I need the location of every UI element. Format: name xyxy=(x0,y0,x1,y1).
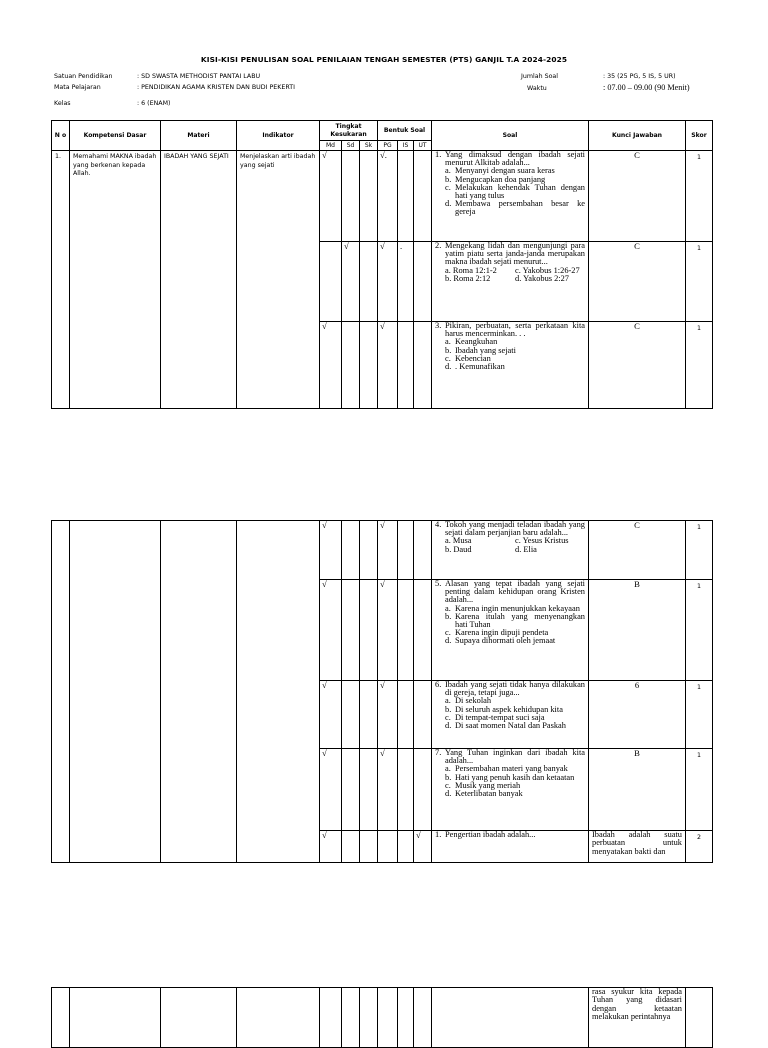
option-d: Keterlibatan banyak xyxy=(455,789,523,799)
option-d: Elia xyxy=(523,544,537,554)
check-pg: √ xyxy=(378,681,398,749)
kelas-label: Kelas xyxy=(54,100,71,107)
header-soal: Soal xyxy=(432,121,589,151)
question-3: 3. Pikiran, perbuatan, serta perkataan kita harus mencerminkan. . . a. Keangkuhan b. Ibadah yang sejati c. Kebencian d. . Kemunafikan xyxy=(432,322,589,409)
question-number: 1. xyxy=(435,150,442,159)
option-c: Kebencian xyxy=(455,353,491,363)
header-materi: Materi xyxy=(161,121,237,151)
question-4: 4. Tokoh yang menjadi teladan ibadah yang sejati dalam perjanjian baru adalah... a. Musa c. Yesus Kristus b. Daud d. Elia xyxy=(432,521,589,580)
header-tingkat: Tingkat Kesukaran xyxy=(320,121,378,141)
kisi-table-page-2 xyxy=(51,520,713,863)
option-b: Mengucapkan doa panjang xyxy=(455,174,546,184)
answer-key-continued: rasa syukur kita kepada Tuhan yang didasari dengan ketaatan melakukan perintahnya xyxy=(589,988,686,1048)
check-pg: √ xyxy=(378,322,398,409)
check-sd xyxy=(342,749,360,831)
option-b: Hati yang penuh kasih dan ketaatan xyxy=(455,772,575,782)
check-md: √ xyxy=(320,580,342,681)
check-md: √ xyxy=(320,681,342,749)
question-number: 3. xyxy=(435,321,442,330)
option-c: Musik yang meriah xyxy=(455,780,521,790)
check-is xyxy=(398,831,414,863)
indikator: Menjelaskan arti ibadah yang sejati xyxy=(237,151,320,409)
check-is xyxy=(398,749,414,831)
check-pg xyxy=(378,831,398,863)
check-md: √ xyxy=(320,322,342,409)
check-pg: √ xyxy=(378,242,398,322)
question-text: Pikiran, perbuatan, serta perkataan kita harus mencerminkan. . . xyxy=(445,321,585,339)
jumlah-label: Jumlah Soal xyxy=(521,73,559,80)
header-sk: Sk xyxy=(360,141,378,151)
document-title: KISI-KISI PENULISAN SOAL PENILAIAN TENGAH SEMESTER (PTS) GANJIL T.A 2024-2025 xyxy=(200,55,568,64)
option-d: Supaya dihormati oleh jemaat xyxy=(455,636,556,646)
check-md: √ xyxy=(320,749,342,831)
check-sd: √ xyxy=(342,242,360,322)
question-5: 5. Alasan yang tepat ibadah yang sejati penting dalam kehidupan orang Kristen adalah... a. Karena ingin menunjukkan kekayaan b. Karena itulah yang menyenangkan hati Tuhan c. Karena ingin dipuji pendeta d. Supaya dihormati oleh jemaat xyxy=(432,580,589,681)
check-sk xyxy=(360,242,378,322)
header-kompetensi: Kompetensi Dasar xyxy=(70,121,161,151)
check-sk xyxy=(360,322,378,409)
waktu-label: Waktu xyxy=(527,85,547,92)
materi xyxy=(161,521,237,863)
check-md xyxy=(320,242,342,322)
check-sd xyxy=(342,580,360,681)
kisi-table-page-3 xyxy=(51,987,713,1048)
header-kunci: Kunci Jawaban xyxy=(589,121,686,151)
question-number: 2. xyxy=(435,241,442,250)
check-ut xyxy=(414,151,432,242)
table-row xyxy=(52,151,713,242)
option-b: Karena itulah yang menyenangkan hati Tuhan xyxy=(455,611,585,630)
header-bentuk: Bentuk Soal xyxy=(378,121,432,141)
question-number: 1. xyxy=(435,830,442,839)
question-number: 6. xyxy=(435,680,442,689)
question-text: Ibadah yang sejati tidak hanya dilakukan di gereja, tetapi juga... xyxy=(445,680,585,698)
question-text: Tokoh yang menjadi teladan ibadah yang sejati dalam perjanjian baru adalah... xyxy=(445,520,585,538)
question-text: Yang Tuhan inginkan dari ibadah kita adalah... xyxy=(445,748,585,766)
option-a: Keangkuhan xyxy=(455,337,498,347)
option-c: Karena ingin dipuji pendeta xyxy=(455,628,549,638)
option-a: Karena ingin menunjukkan kekayaan xyxy=(455,603,580,613)
score: 2 xyxy=(686,831,713,863)
option-d: . Kemunafikan xyxy=(455,362,505,372)
check-sk xyxy=(360,521,378,580)
header-skor: Skor xyxy=(686,121,713,151)
score: 1 xyxy=(686,322,713,409)
answer-key: C xyxy=(589,242,686,322)
score: 1 xyxy=(686,580,713,681)
check-sk xyxy=(360,580,378,681)
question-text: Yang dimaksud dengan ibadah sejati menurut Alkitab adalah... xyxy=(445,150,585,168)
header-sd: Sd xyxy=(342,141,360,151)
answer-key: C xyxy=(589,151,686,242)
option-c: Yakobus 1:26-27 xyxy=(522,265,580,275)
option-b: Roma 2:12 xyxy=(453,273,491,283)
check-pg: √ xyxy=(378,521,398,580)
header-indikator: Indikator xyxy=(237,121,320,151)
option-c: Melakukan kehendak Tuhan dengan hati yang tulus xyxy=(455,182,585,201)
option-c: Yesus Kristus xyxy=(522,536,569,546)
check-sk xyxy=(360,749,378,831)
answer-key: 6 xyxy=(589,681,686,749)
option-a: Musa xyxy=(452,536,472,546)
score: 1 xyxy=(686,242,713,322)
check-ut xyxy=(414,580,432,681)
option-b: Ibadah yang sejati xyxy=(455,345,516,355)
answer-key: B xyxy=(589,580,686,681)
question-2: 2. Mengekang lidah dan mengunjungi para yatim piatu serta janda-janda merupakan makna ibadah sejati menurut... a. Roma 12:1-2 c. Yakobus 1:26-27 b. Roma 2:12 d. Yakobus 2:27 xyxy=(432,242,589,322)
score: 1 xyxy=(686,151,713,242)
row-number: 1. xyxy=(52,151,70,409)
check-sk xyxy=(360,151,378,242)
check-md: √ xyxy=(320,521,342,580)
check-ut: √ xyxy=(414,831,432,863)
kelas-value: : 6 (ENAM) xyxy=(137,100,171,107)
waktu-value: : 07.00 – 09.00 (90 Menit) xyxy=(603,83,690,92)
check-sk xyxy=(360,681,378,749)
row-number xyxy=(52,521,70,863)
option-c: Di tempat-tempat suci saja xyxy=(455,712,545,722)
question-text: Pengertian ibadah adalah... xyxy=(445,830,536,839)
score: 1 xyxy=(686,749,713,831)
kisi-table-page-1 xyxy=(51,120,713,409)
score: 1 xyxy=(686,681,713,749)
kompetensi-dasar xyxy=(70,521,161,863)
check-pg: √ xyxy=(378,580,398,681)
answer-key: Ibadah adalah suatu perbuatan untuk menyatakan bakti dan xyxy=(589,831,686,863)
check-is xyxy=(398,580,414,681)
check-pg: √. xyxy=(378,151,398,242)
question-7: 7. Yang Tuhan inginkan dari ibadah kita adalah... a. Persembahan materi yang banyak b. Hati yang penuh kasih dan ketaatan c. Musik yang meriah d. Keterlibatan banyak xyxy=(432,749,589,831)
check-is xyxy=(398,151,414,242)
table-row xyxy=(52,988,713,1048)
check-is xyxy=(398,521,414,580)
check-md: √ xyxy=(320,831,342,863)
check-pg: √ xyxy=(378,749,398,831)
option-b: Di seluruh aspek kehidupan kita xyxy=(455,704,563,714)
check-sd xyxy=(342,681,360,749)
question-1: 1. Yang dimaksud dengan ibadah sejati menurut Alkitab adalah... a. Menyanyi dengan suara keras b. Mengucapkan doa panjang c. Melakukan kehendak Tuhan dengan hati yang tulus d. Membawa persembahan besar ke gereja xyxy=(432,151,589,242)
check-sk xyxy=(360,831,378,863)
option-a: Persembahan materi yang banyak xyxy=(455,764,568,774)
question-number: 5. xyxy=(435,579,442,588)
check-sd xyxy=(342,151,360,242)
check-is xyxy=(398,681,414,749)
header-pg: PG xyxy=(378,141,398,151)
option-d: Yakobus 2:27 xyxy=(523,273,569,283)
score: 1 xyxy=(686,521,713,580)
satuan-label: Satuan Pendidikan xyxy=(54,73,113,80)
check-ut xyxy=(414,521,432,580)
header-md: Md xyxy=(320,141,342,151)
header-is: IS xyxy=(398,141,414,151)
check-md: √ xyxy=(320,151,342,242)
satuan-value: : SD SWASTA METHODIST PANTAI LABU xyxy=(137,73,261,80)
essay-question-1 xyxy=(432,831,589,863)
answer-key: C xyxy=(589,521,686,580)
header-ut: UT xyxy=(414,141,432,151)
question-number: 7. xyxy=(435,748,442,757)
mapel-label: Mata Pelajaran xyxy=(54,84,101,91)
check-ut xyxy=(414,242,432,322)
option-d: Di saat momen Natal dan Paskah xyxy=(455,721,566,731)
indikator xyxy=(237,521,320,863)
mapel-value: : PENDIDIKAN AGAMA KRISTEN DAN BUDI PEKERTI xyxy=(137,84,295,91)
option-a: Menyanyi dengan suara keras xyxy=(455,166,555,176)
check-ut xyxy=(414,749,432,831)
check-ut xyxy=(414,322,432,409)
check-ut xyxy=(414,681,432,749)
question-text: Alasan yang tepat ibadah yang sejati penting dalam kehidupan orang Kristen adalah... xyxy=(445,579,585,605)
question-number: 4. xyxy=(435,520,442,529)
check-sd xyxy=(342,521,360,580)
option-b: Daud xyxy=(453,544,472,554)
check-is xyxy=(398,322,414,409)
check-is: . xyxy=(398,242,414,322)
question-text: Mengekang lidah dan mengunjungi para yatim piatu serta janda-janda merupakan makna ibadah sejati menurut... xyxy=(445,241,585,267)
option-a: Roma 12:1-2 xyxy=(452,265,497,275)
answer-key: C xyxy=(589,322,686,409)
check-sd xyxy=(342,831,360,863)
jumlah-value: : 35 (25 PG, 5 IS, 5 UR) xyxy=(603,73,676,80)
option-a: Di sekolah xyxy=(455,696,492,706)
header-no: N o xyxy=(52,121,70,151)
answer-key: B xyxy=(589,749,686,831)
question-6: 6. Ibadah yang sejati tidak hanya dilakukan di gereja, tetapi juga... a. Di sekolah b. Di seluruh aspek kehidupan kita c. Di tempat-tempat suci saja d. Di saat momen Natal dan Paskah xyxy=(432,681,589,749)
check-sd xyxy=(342,322,360,409)
kompetensi-dasar: Memahami MAKNA ibadah yang berkenan kepada Allah. xyxy=(70,151,161,409)
option-d: Membawa persembahan besar ke gereja xyxy=(455,199,585,217)
table-row xyxy=(52,521,713,580)
materi: IBADAH YANG SEJATI xyxy=(161,151,237,409)
